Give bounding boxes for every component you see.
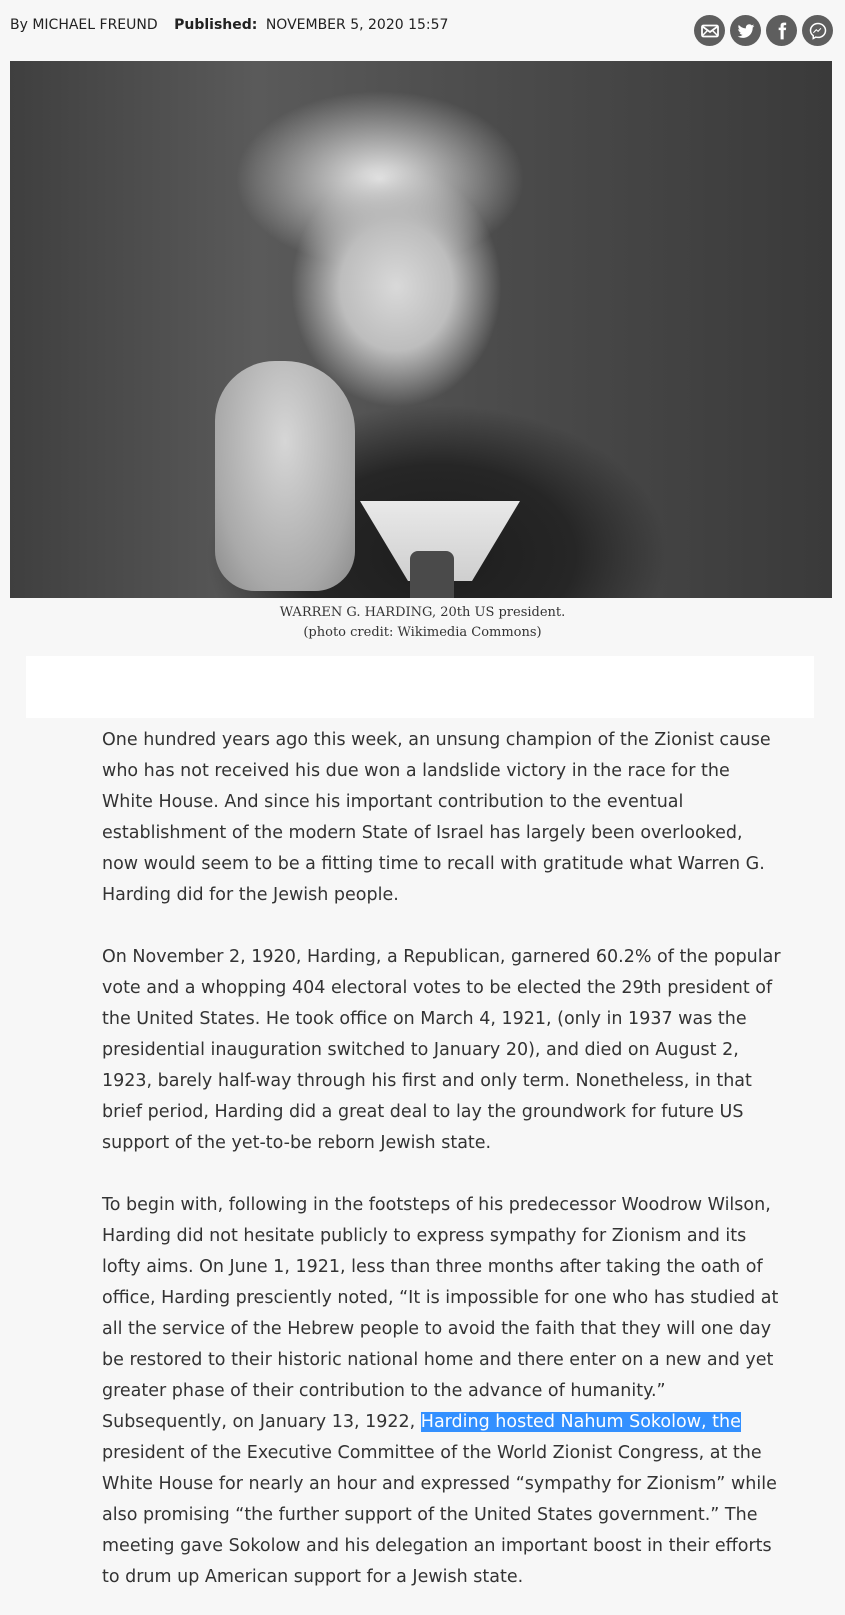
- selected-text[interactable]: Harding hosted Nahum Sokolow, the: [420, 1412, 741, 1432]
- share-email-button[interactable]: [694, 15, 725, 46]
- photo-tie: [410, 551, 454, 598]
- article-body: [102, 725, 782, 1615]
- byline: [10, 17, 448, 33]
- published-label: Published:: [174, 17, 258, 33]
- messenger-icon: [808, 21, 828, 41]
- share-twitter-button[interactable]: [730, 15, 761, 46]
- article-paragraph: On November 2, 1920, Harding, a Republican, garnered 60.2% of the popular vote and a whopping 404 electoral votes to be elected the 29th president of the United States. He took office on March 4, 1921, (only in 1937 was the presidential inauguration switched to January 20), and died on August 2, 1923, barely half-way through his first and only term. Nonetheless, in that brief period, Harding did a great deal to lay the groundwork for future US support of the yet-to-be reborn Jewish state.: [102, 947, 781, 1153]
- article-paragraph: [102, 1190, 782, 1593]
- share-messenger-button[interactable]: [802, 15, 833, 46]
- twitter-icon: [736, 21, 756, 41]
- article-paragraph: One hundred years ago this week, an unsung champion of the Zionist cause who has not received his due won a landslide victory in the race for the White House. And since his important contribution to the eventual establishment of the modern State of Israel has largely been overlooked, now would seem to be a fitting time to recall with gratitude what Warren G. Harding did for the Jewish people.: [102, 730, 771, 905]
- photo-hand: [215, 361, 355, 591]
- author-name[interactable]: By MICHAEL FREUND: [10, 17, 158, 33]
- share-buttons: [694, 15, 833, 46]
- facebook-icon: [772, 21, 792, 41]
- share-facebook-button[interactable]: [766, 15, 797, 46]
- caption-text: WARREN G. HARDING, 20th US president.: [279, 605, 566, 620]
- email-icon: [700, 21, 720, 41]
- photo-credit: (photo credit: Wikimedia Commons): [303, 625, 542, 640]
- published-date: NOVEMBER 5, 2020 15:57: [265, 17, 449, 33]
- paragraph-text: To begin with, following in the footsteps of his predecessor Woodrow Wilson, Harding did not hesitate publicly to express sympathy for Zionism and its lofty aims. On June 1, 1921, less than three months after taking the oath of office, Harding presciently noted, “It is impossible for one who has studied at all the service of the Hebrew people to avoid the faith that they will one day be restored to their historic national home and there enter on a new and yet greater phase of their contribution to the advance of humanity.” Subsequently, on January 13, 1922,: [102, 1195, 779, 1432]
- ad-placeholder: [26, 656, 814, 718]
- article-header: [0, 0, 845, 60]
- paragraph-text: president of the Executive Committee of the World Zionist Congress, at the White House for nearly an hour and expressed “sympathy for Zionism” while also promising “the further support of the United States government.” The meeting gave Sokolow and his delegation an important boost in their efforts to drum up American support for a Jewish state.: [102, 1443, 777, 1587]
- photo-caption: [0, 603, 845, 643]
- harding-portrait-photo: [10, 61, 832, 598]
